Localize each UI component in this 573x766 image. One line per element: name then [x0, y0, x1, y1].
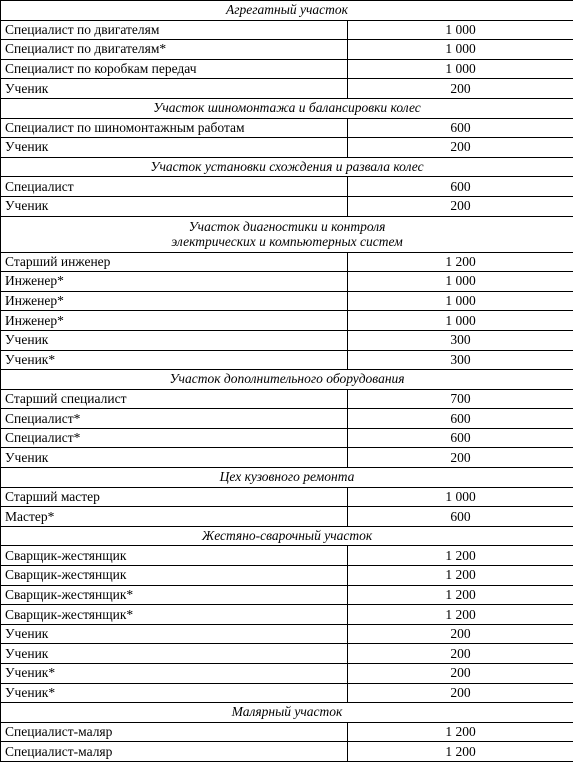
salary-cell: 1 000	[348, 272, 573, 292]
table-row	[1, 330, 573, 350]
position-cell: Ученик	[1, 79, 348, 99]
section-header-row	[1, 98, 573, 118]
section-title	[1, 468, 573, 488]
position-cell: Сварщик-жестянщик	[1, 566, 348, 586]
section-title-line: Малярный участок	[231, 704, 343, 720]
position-cell: Ученик	[1, 624, 348, 644]
salary-cell: 200	[348, 664, 573, 684]
table-row	[1, 291, 573, 311]
salary-cell: 1 200	[348, 252, 573, 272]
salary-cell: 1 200	[348, 585, 573, 605]
section-title-line: электрических и компьютерных систем	[171, 234, 403, 250]
salary-cell: 600	[348, 177, 573, 197]
salary-cell: 1 000	[348, 291, 573, 311]
table-body	[1, 1, 573, 762]
salary-cell: 200	[348, 79, 573, 99]
table-row	[1, 389, 573, 409]
salary-cell: 1 200	[348, 722, 573, 742]
section-header-row	[1, 703, 573, 723]
table-row	[1, 409, 573, 429]
table-row	[1, 448, 573, 468]
section-header-row	[1, 216, 573, 252]
position-cell: Ученик	[1, 330, 348, 350]
section-header-row	[1, 526, 573, 546]
table-row	[1, 118, 573, 138]
table-row	[1, 272, 573, 292]
table-row	[1, 487, 573, 507]
position-cell: Специалист по коробкам передач	[1, 59, 348, 79]
table-row	[1, 644, 573, 664]
section-title-line: Участок установки схождения и развала колес	[150, 159, 424, 175]
position-cell: Инженер*	[1, 311, 348, 331]
table-row	[1, 20, 573, 40]
table-row	[1, 311, 573, 331]
salary-cell: 1 000	[348, 311, 573, 331]
salary-cell: 1 000	[348, 59, 573, 79]
position-cell: Специалист по двигателям	[1, 20, 348, 40]
salary-cell: 1 200	[348, 742, 573, 762]
position-cell: Специалист по шиномонтажным работам	[1, 118, 348, 138]
salary-cell: 200	[348, 196, 573, 216]
table-row	[1, 605, 573, 625]
position-cell: Ученик*	[1, 664, 348, 684]
position-cell: Специалист-маляр	[1, 742, 348, 762]
table-row	[1, 546, 573, 566]
section-title-line: Участок дополнительного оборудования	[169, 371, 405, 387]
salary-cell: 300	[348, 350, 573, 370]
section-title	[1, 216, 573, 252]
table-row	[1, 624, 573, 644]
table-row	[1, 40, 573, 60]
table-row	[1, 722, 573, 742]
table-row	[1, 177, 573, 197]
position-cell: Старший инженер	[1, 252, 348, 272]
position-cell: Специалист	[1, 177, 348, 197]
section-title-line: Агрегатный участок	[226, 2, 348, 18]
section-header-row	[1, 157, 573, 177]
position-cell: Ученик	[1, 138, 348, 158]
salary-cell: 600	[348, 409, 573, 429]
salary-cell: 1 000	[348, 40, 573, 60]
salary-cell: 600	[348, 118, 573, 138]
section-title-line: Жестяно-сварочный участок	[201, 528, 373, 544]
salary-cell: 1 000	[348, 20, 573, 40]
table-row	[1, 683, 573, 703]
salary-cell: 700	[348, 389, 573, 409]
table-row	[1, 585, 573, 605]
section-title-line: Цех кузовного ремонта	[219, 469, 355, 485]
position-cell: Мастер*	[1, 507, 348, 527]
table-row	[1, 742, 573, 762]
table-row	[1, 566, 573, 586]
table-row	[1, 138, 573, 158]
position-cell: Сварщик-жестянщик	[1, 546, 348, 566]
section-title-line: Участок диагностики и контроля	[188, 218, 386, 234]
salary-cell: 200	[348, 683, 573, 703]
table-row	[1, 664, 573, 684]
section-title	[1, 157, 573, 177]
section-header-row	[1, 468, 573, 488]
position-cell: Ученик	[1, 196, 348, 216]
position-cell: Старший специалист	[1, 389, 348, 409]
table-row	[1, 507, 573, 527]
section-title	[1, 98, 573, 118]
salary-cell: 1 200	[348, 605, 573, 625]
position-cell: Специалист по двигателям*	[1, 40, 348, 60]
position-cell: Специалист*	[1, 428, 348, 448]
position-cell: Старший мастер	[1, 487, 348, 507]
position-cell: Специалист*	[1, 409, 348, 429]
position-cell: Специалист-маляр	[1, 722, 348, 742]
salary-cell: 300	[348, 330, 573, 350]
salary-cell: 200	[348, 624, 573, 644]
salary-cell: 200	[348, 644, 573, 664]
section-header-row	[1, 1, 573, 21]
section-title	[1, 526, 573, 546]
table-row	[1, 252, 573, 272]
position-cell: Инженер*	[1, 272, 348, 292]
position-cell: Сварщик-жестянщик*	[1, 585, 348, 605]
salary-cell: 200	[348, 138, 573, 158]
table-row	[1, 196, 573, 216]
section-header-row	[1, 370, 573, 390]
salary-cell: 600	[348, 507, 573, 527]
table-row	[1, 428, 573, 448]
section-title	[1, 370, 573, 390]
section-title	[1, 1, 573, 21]
salary-cell: 1 200	[348, 566, 573, 586]
salary-cell: 1 200	[348, 546, 573, 566]
table-row	[1, 79, 573, 99]
salary-cell: 200	[348, 448, 573, 468]
position-cell: Ученик	[1, 448, 348, 468]
position-cell: Ученик*	[1, 350, 348, 370]
position-cell: Инженер*	[1, 291, 348, 311]
position-cell: Ученик	[1, 644, 348, 664]
table-row	[1, 59, 573, 79]
position-cell: Ученик*	[1, 683, 348, 703]
section-title	[1, 703, 573, 723]
salary-cell: 600	[348, 428, 573, 448]
section-title-line: Участок шиномонтажа и балансировки колес	[153, 100, 421, 116]
table-row	[1, 350, 573, 370]
position-cell: Сварщик-жестянщик*	[1, 605, 348, 625]
salary-cell: 1 000	[348, 487, 573, 507]
